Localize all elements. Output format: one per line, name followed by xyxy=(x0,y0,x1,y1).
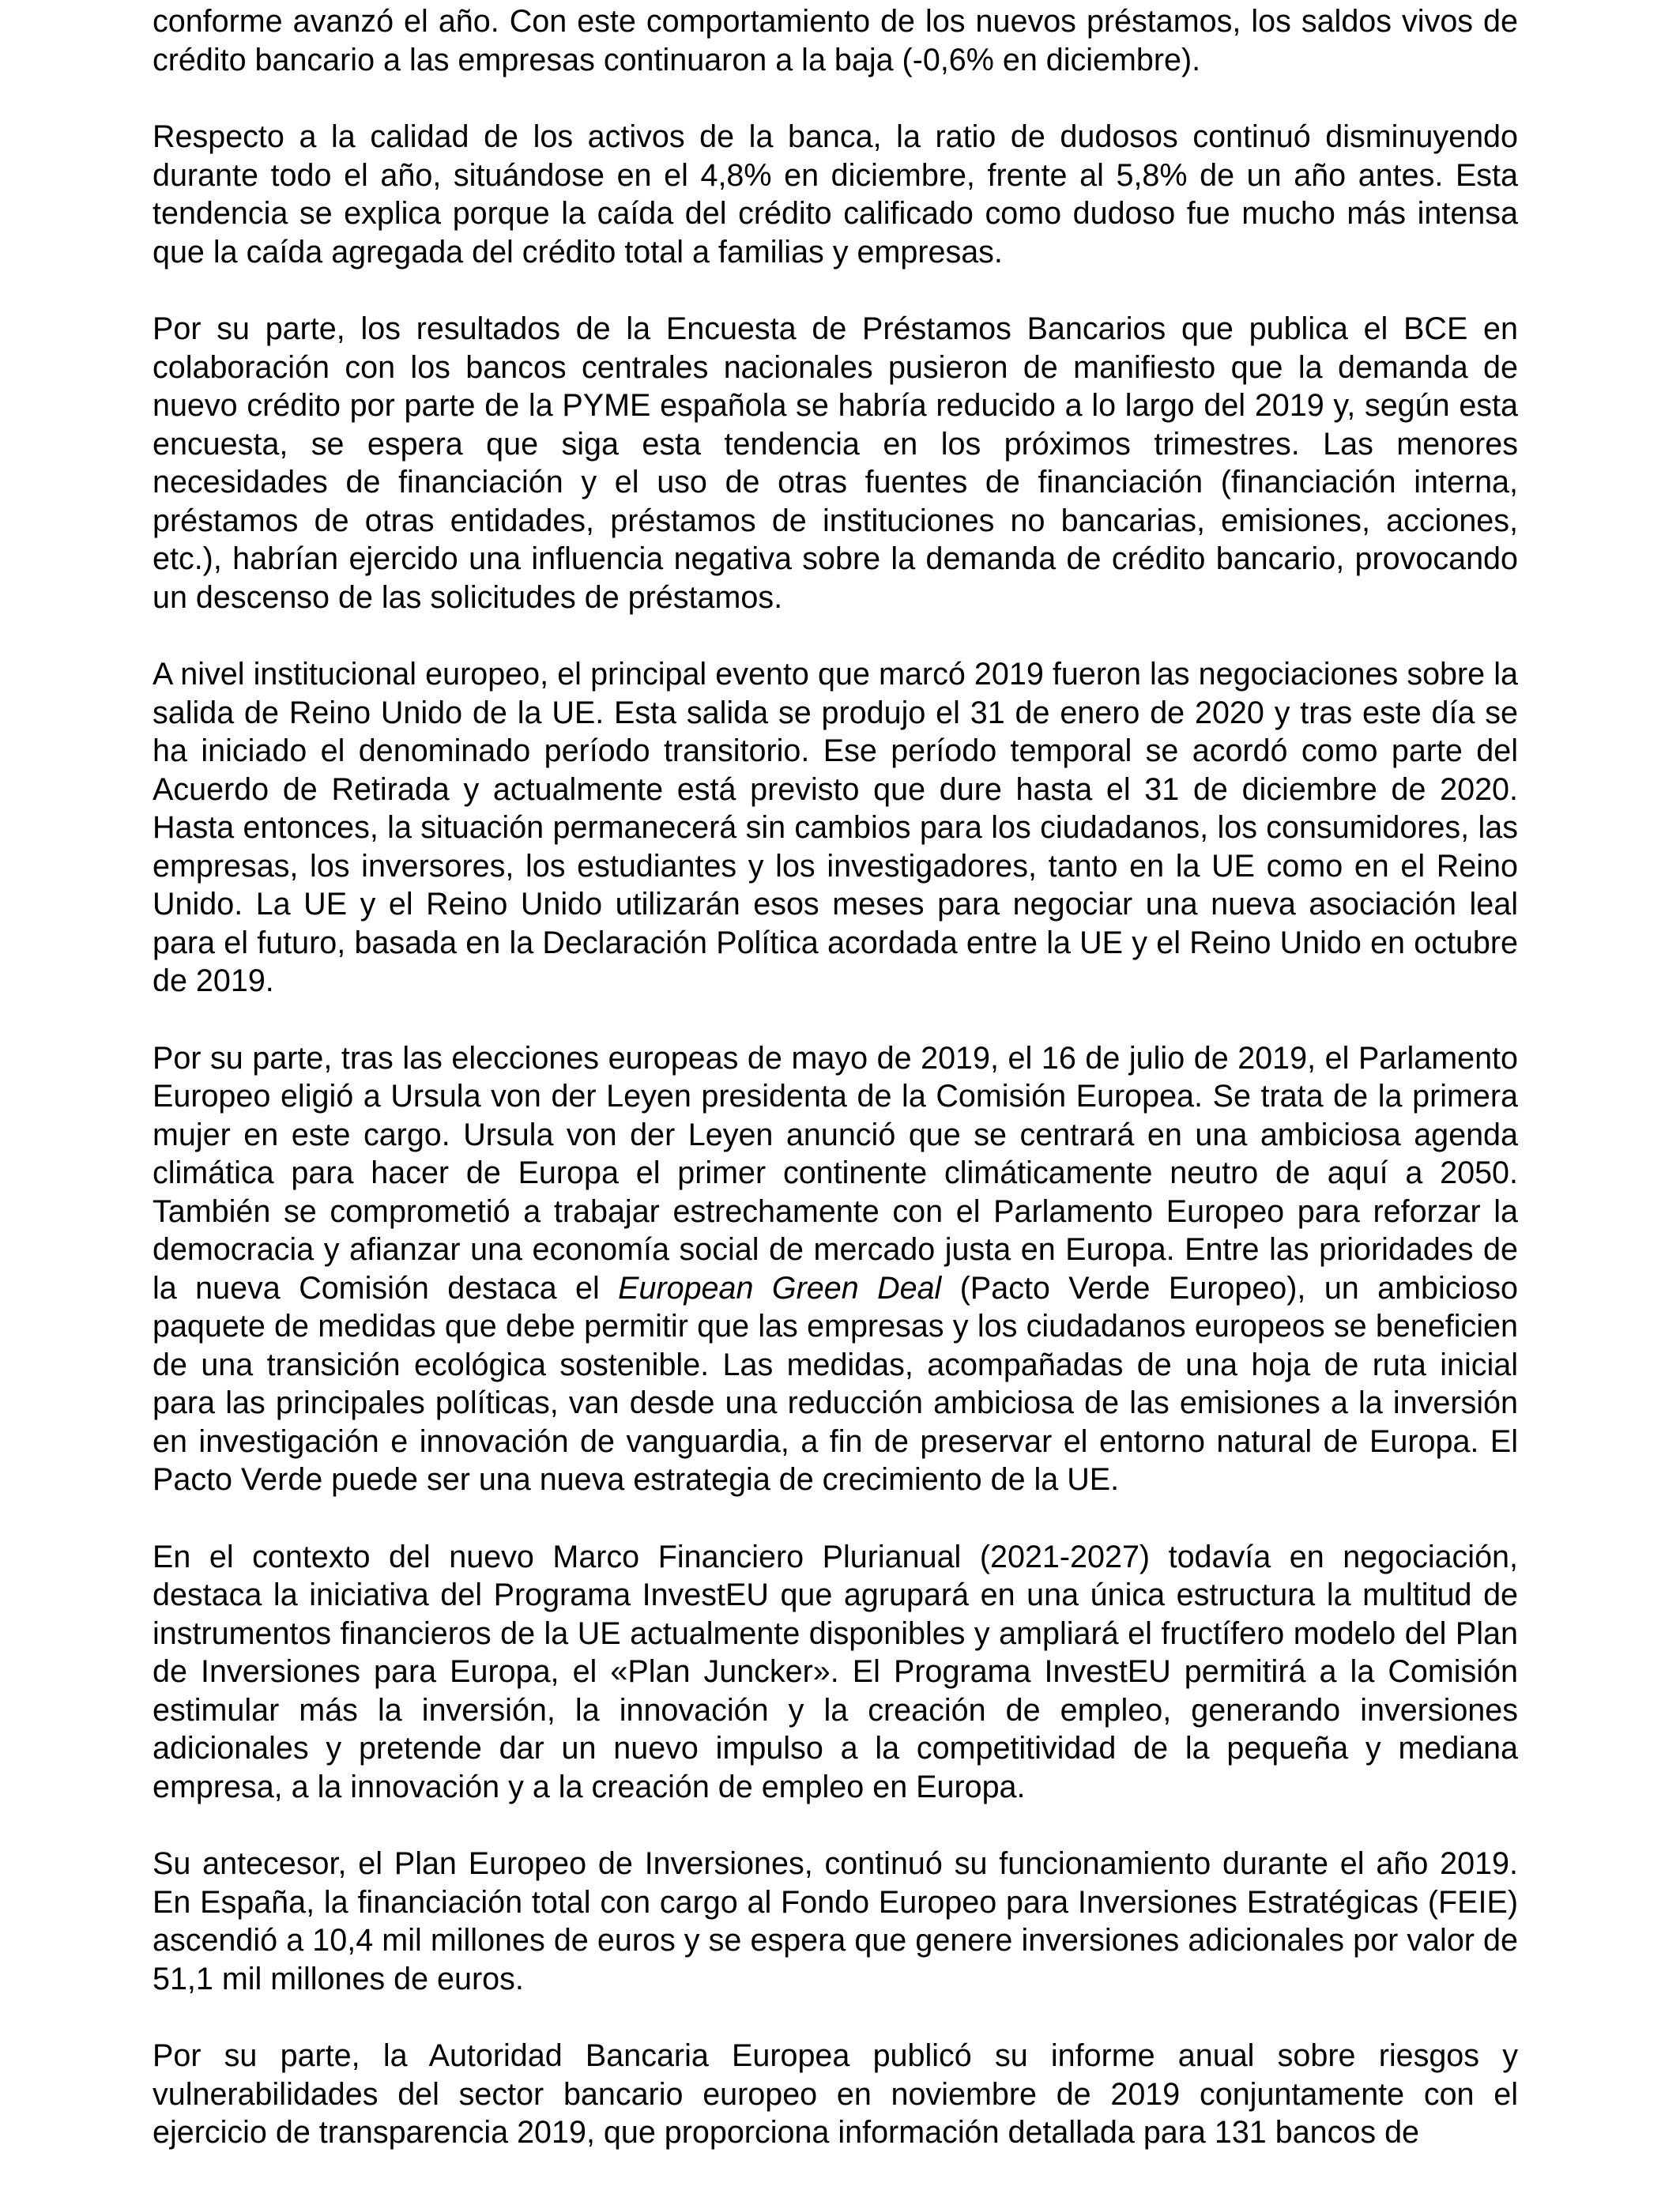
paragraph-text-before: Por su parte, tras las elecciones europeas de mayo de 2019, el 16 de julio de 2019, el Parlamento Europeo eligió a Ursula von der Leyen presidenta de la Comisión Europea. Se trata de la primera mujer en este cargo. Ursula von der Leyen anunció que se centrará en una ambiciosa agenda climática para hacer de Europa el primer continente climáticamente neutro de aquí a 2050. También se comprometió a trabajar estrechamente con el Parlamento Europeo para reforzar la democracia y afianzar una economía social de mercado justa en Europa. Entre las prioridades de la nueva Comisión destaca el xyxy=(153,1040,1518,1306)
paragraph-eba xyxy=(153,2037,1518,2152)
paragraph-von-der-leyen xyxy=(153,1039,1518,1499)
paragraph-bank-lending-survey xyxy=(153,310,1518,616)
paragraph-text-after: (Pacto Verde Europeo), un ambicioso paquete de medidas que debe permitir que las empresas y los ciudadanos europeos se beneficien de una transición ecológica sostenible. Las medidas, acompañadas de una hoja de ruta inicial para las principales políticas, van desde una reducción ambiciosa de las emisiones a la inversión en investigación e innovación de vanguardia, a fin de preservar el entorno natural de Europa. El Pacto Verde puede ser una nueva estrategia de crecimiento de la UE. xyxy=(153,1270,1518,1497)
paragraph-feie xyxy=(153,1845,1518,1998)
paragraph-text: Por su parte, los resultados de la Encuesta de Préstamos Bancarios que publica el BCE en colaboración con los bancos centrales nacionales pusieron de manifiesto que la demanda de nuevo crédito por parte de la PYME española se habría reducido a lo largo del 2019 y, según esta encuesta, se espera que siga esta tendencia en los próximos trimestres. Las menores necesidades de financiación y el uso de otras fuentes de financiación (financiación interna, préstamos de otras entidades, préstamos de instituciones no bancarias, emisiones, acciones, etc.), habrían ejercido una influencia negativa sobre la demanda de crédito bancario, provocando un descenso de las solicitudes de préstamos. xyxy=(153,311,1518,615)
paragraph-text-italic: European Green Deal xyxy=(618,1270,942,1306)
paragraph-text: Por su parte, la Autoridad Bancaria Europea publicó su informe anual sobre riesgos y vulnerabilidades del sector bancario europeo en noviembre de 2019 conjuntamente con el ejercicio de transparencia 2019, que proporciona información detallada para 131 bancos de xyxy=(153,2038,1518,2150)
paragraph-investeu xyxy=(153,1538,1518,1807)
paragraph-text: Respecto a la calidad de los activos de la banca, la ratio de dudosos continuó disminuyendo durante todo el año, situándose en el 4,8% en diciembre, frente al 5,8% de un año antes. Esta tendencia se explica porque la caída del crédito calificado como dudoso fue mucho más intensa que la caída agregada del crédito total a familias y empresas. xyxy=(153,119,1518,270)
paragraph-brexit xyxy=(153,655,1518,1001)
paragraph-asset-quality xyxy=(153,118,1518,271)
paragraph-text: A nivel institucional europeo, el principal evento que marcó 2019 fueron las negociaciones sobre la salida de Reino Unido de la UE. Esta salida se produjo el 31 de enero de 2020 y tras este día se ha iniciado el denominado período transitorio. Ese período temporal se acordó como parte del Acuerdo de Retirada y actualmente está previsto que dure hasta el 31 de diciembre de 2020. Hasta entonces, la situación permanecerá sin cambios para los ciudadanos, los consumidores, las empresas, los inversores, los estudiantes y los investigadores, tanto en la UE como en el Reino Unido. La UE y el Reino Unido utilizarán esos meses para negociar una nueva asociación leal para el futuro, basada en la Declaración Política acordada entre la UE y el Reino Unido en octubre de 2019. xyxy=(153,657,1518,998)
document-page xyxy=(153,0,1518,2194)
paragraph-credit-balances xyxy=(153,2,1518,79)
paragraph-text: En el contexto del nuevo Marco Financiero Plurianual (2021-2027) todavía en negociación, destaca la iniciativa del Programa InvestEU que agrupará en una única estructura la multitud de instrumentos financieros de la UE actualmente disponibles y ampliará el fructífero modelo del Plan de Inversiones para Europa, el «Plan Juncker». El Programa InvestEU permitirá a la Comisión estimular más la inversión, la innovación y la creación de empleo, generando inversiones adicionales y pretende dar un nuevo impulso a la competitividad de la pequeña y mediana empresa, a la innovación y a la creación de empleo en Europa. xyxy=(153,1539,1518,1804)
paragraph-text: conforme avanzó el año. Con este comportamiento de los nuevos préstamos, los saldos vivos de crédito bancario a las empresas continuaron a la baja (-0,6% en diciembre). xyxy=(153,4,1518,77)
paragraph-text: Su antecesor, el Plan Europeo de Inversiones, continuó su funcionamiento durante el año 2019. En España, la financiación total con cargo al Fondo Europeo para Inversiones Estratégicas (FEIE) ascendió a 10,4 mil millones de euros y se espera que genere inversiones adicionales por valor de 51,1 mil millones de euros. xyxy=(153,1846,1518,1996)
